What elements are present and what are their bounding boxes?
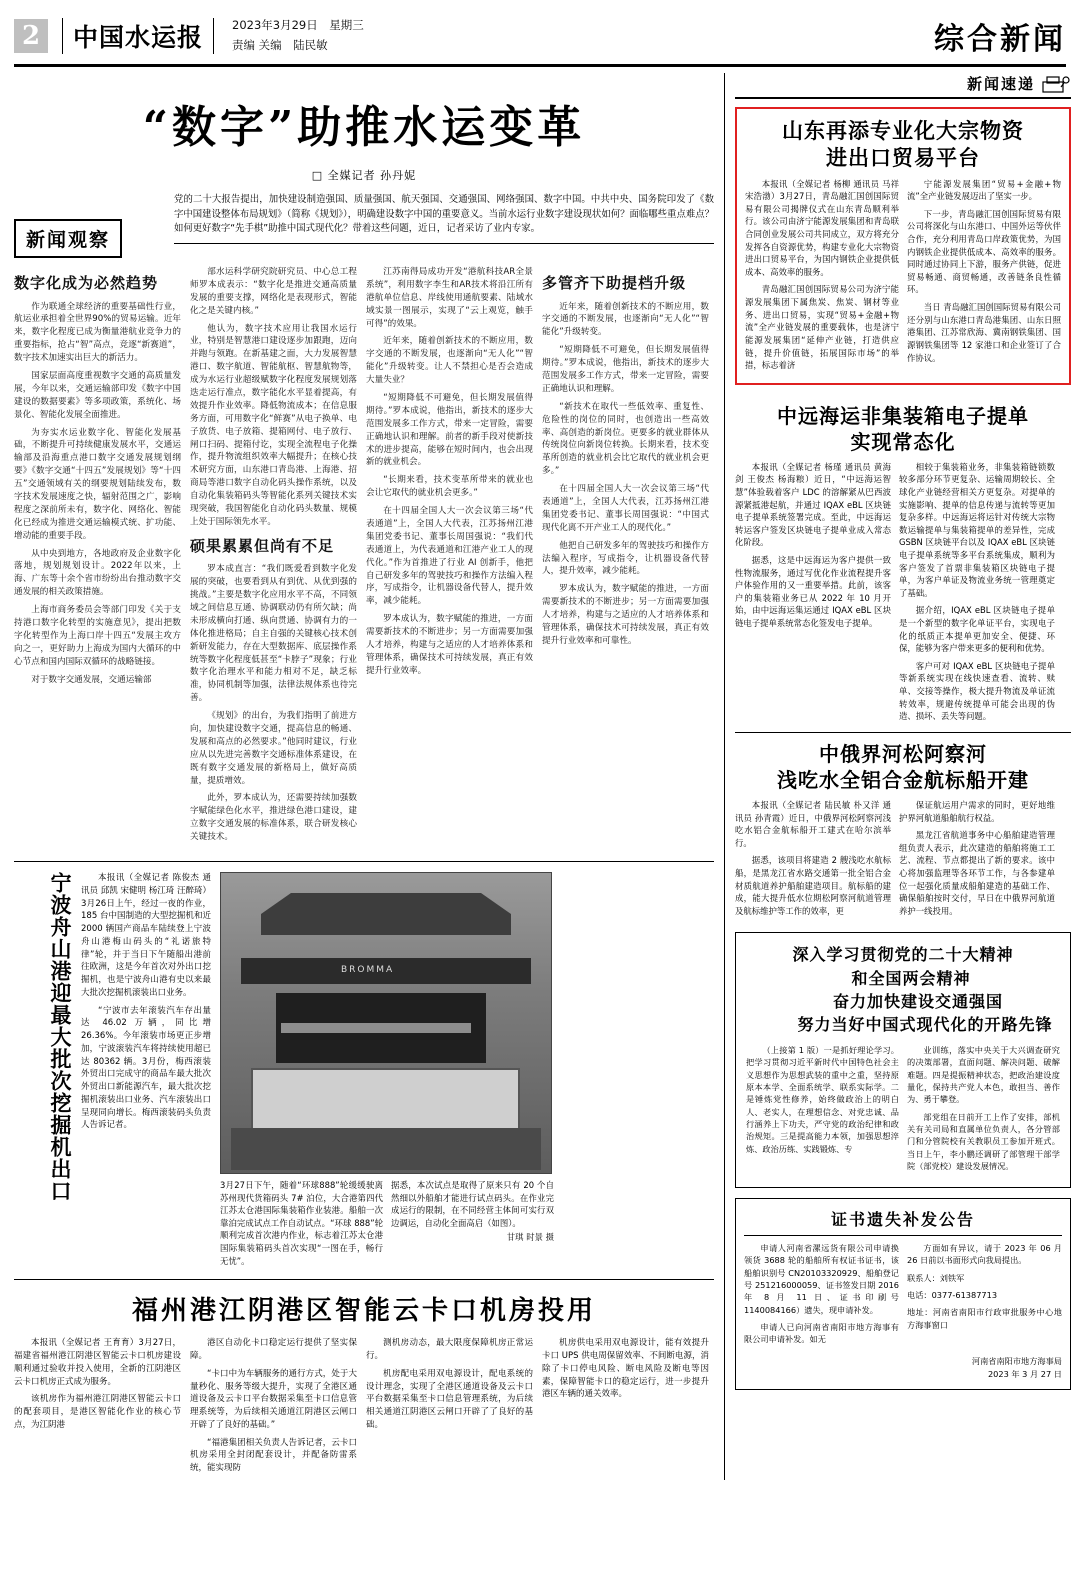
newspaper-page [0, 8, 1080, 1584]
masthead [14, 8, 1066, 67]
lede-paragraph: 党的二十大报告提出，加快建设制造强国、质量强国、航天强国、交通强国、网络强国、数字中国。中共中央、国务院印发了《数字中国建设整体布局规划》（简称《规划》），明确建设数字中国的重要意义。当前水运行业数字建设现状如何？面临哪些重点难点？如何更好数字“先手棋”助推中国式现代化？带着这些问题，近日，记者采访了业内专家。 [174, 193, 714, 244]
paragraph: 青岛融汇国创国际贸易公司为济宁能源发展集团下属焦炭、焦炭、钢材等业务、进出口贸易，实现“贸易+金融+物流”全产业链发展的重要载体，也是济宁能源发展集团“延伸产业链，打造供应链，提升价值链，拓展国际市场”的举措，标志着济 [745, 284, 899, 371]
paragraph: 业训练，落实中央关于大兴调查研究的决策部署，直面问题、解决问题、破解难题。四是提振精神状态，把政治建设度量化，保持共产党人本色，敢担当、善作为、勇于攀登。 [907, 1045, 1060, 1105]
paragraph: 他认为，数字技术应用让我国水运行业，特别是智慧港口建设逐步加跟跑，迈向并跑与领跑。在新基建之面，大力发展智慧港口、数字航道、智能航枢、智慧航物等，成为水运行业超级赋数字化程度发展规划落迭走运行准点，数字能化水平显着提高，有效提升作业效率。降低物流成本；在信息服务方面，可用数字化“鲜赛”从电子换单、电子放货、电子放箱、提箱网付、电子放行、闸口扫码、提箱付讫，实现全流程电子化操作，提升物流组织效率大幅提升；在核心技术研究方面，山东港口青岛港、上海港、招商局等港口数字自动化码头操作系统，以及自动化集装箱码头等智能化系列关键技术实现突破，我国智能化自动化码头数量、规模上处于国际领先水平。 [190, 323, 357, 527]
bottom-column-1 [14, 1337, 181, 1480]
contact-phone: 电话：0377-61387713 [907, 1290, 998, 1301]
paragraph: 本报讯（全媒记者 王育育）3月27日，福建省福州港江阴港区智能云卡口机房建设顺利通过验收并投入使用，全新的江阴港区云卡口机房正式成为服务。 [14, 1338, 181, 1387]
title-line-2: 浅吃水全铝合金航标船开建 [777, 767, 1029, 792]
paragraph: 部党组在日前开工上作了安排，部机关有关司局和直属单位负责人，各分管部门和分管院校有关教职员工参加开班式。当日上午，李小鹏还调研了部管理干部学院（部党校）建设发展情况。 [907, 1111, 1060, 1171]
notice-column-2 [907, 1242, 1062, 1350]
article-column-4 [542, 266, 709, 849]
news-item-col-2 [899, 799, 1055, 922]
contact-address: 地址：河南省南阳市行政审批服务中心地方海事窗口 [907, 1307, 1062, 1330]
photo-story [14, 861, 714, 1267]
paragraph: 黑龙江省航道事务中心船舶建造管理组负责人表示，此次建造的船舶将施工工艺、流程、节点都提出了新的要求。该中心将加强监理等各环节工作，与各参建单位一起强化质量成船舶建造的基础工作、确保船舶按时交付，早日在中俄界河航道养护一线投用。 [899, 830, 1055, 916]
paragraph: 近年来，随着创新技术的不断应用，数字交通的不断发展，也逐渐向“无人化”“智能化”升级转变。 [542, 301, 709, 338]
news-flash-item-1[interactable] [735, 107, 1071, 385]
paragraph: 本报讯（全媒记者 陈俊杰 通讯员 邱凯 宋健明 杨江琦 汪醉琦）3月26日上午，经过一夜的作业，185 台中国制造的大型挖掘机和近 2000 辆国产商品车陆续登上宁波舟山港梅山码头的“礼诺旅特律”轮，并于当日下午随船出港前往欧洲，这是今年首次对外出口挖掘机，也是宁波舟山港有史以来最大批次挖掘机滚装出口业务。 [81, 873, 211, 998]
byline: □ 全媒记者 孙丹妮 [311, 169, 417, 182]
title-line-2: 进出口贸易平台 [826, 145, 980, 171]
paragraph: 当日 青岛融汇国创国际贸易有限公司还分别与山东港口青岛港集团、山东日照港集团、江苏常欣海、冀南钢铁集团、国源钢铁集团等 12 家港口和企业签订了合作协议。 [907, 302, 1061, 363]
paragraph: 在十四届全国人大一次会议第三场“代表通道”上，全国人大代表，江苏扬州江港集团党委书记、董事长周国强说：“我们代表通道上，为代表通道和江港产业工人的现代化。”作为首推进了行业 AI 创新手，他把自己研发多年的驾驶技巧和操作方法编入程序，写成指令，让机器设备代替人，提升效率，减少能耗。 [366, 506, 533, 607]
paragraph: 据介绍，IQAX eBL 区块链电子提单是一个新型的数字化单证平台，实现电子化的纸质正本提单更加安全、便捷、环保，能够为客户带来更多的便利和优势。 [899, 605, 1055, 654]
slogan-column-1 [746, 1044, 899, 1177]
paragraph: “新技术在取代一些低效率、重复性、危险性的岗位的同时，也创造出一些高效率、高创造的新岗位。更要多的就业群体从传统岗位向新岗位转换。长期来看，技术变革所创造的就业机会比它取代的就业机会更多。” [542, 401, 709, 477]
issue-date: 2023年3月29日 星期三 [232, 18, 364, 33]
paragraph: 机房配电采用双电源设计，配电系统的设计理念，实现了全港区通道设备及云卡口平台数据采集至卡口信息管理系统，为后续相关通道江阴港区云闸口开辟了了良好的基础。 [366, 1368, 533, 1430]
paragraph: 在十四届全国人大一次会议第三场“代表通道”上，全国人大代表，江苏扬州江港集团党委书记、董事长周国强说：“中国式现代化离不开产业工人的现代化。” [542, 484, 709, 533]
title-line-1: 中俄界河松阿察河 [819, 741, 987, 766]
paragraph: 申请人河南省漯远货有限公司申请换领货 3688 轮的船舶所有权证书证书，该船舶识别号 CN20103320929、船舶登记号 251216000059、证书签发日期 2016 年 8 月 11 日、证书印刷号 1140084166）遗失，现申请补发。 [744, 1243, 899, 1315]
container-stripe [281, 1023, 471, 1033]
paragraph: 申请人已向河南省南阳市地方海事有限公司申请补发。如无 [744, 1321, 899, 1345]
paragraph: 测机房动态，最大限度保障机房正常运行。 [366, 1338, 533, 1362]
notice-title: 证书遗失补发公告 [744, 1207, 1062, 1236]
subhead-2: 硕果累累但尚有不足 [190, 536, 335, 555]
paragraph: 本报讯（全媒记者 杨瑾 通讯员 黄海剑 王俊杰 杨海粮）近日，“中远海运智慧”体验载着客户 LDC 的溶解紧从巴西波源紧抵港起航，并通过 IQAX eBL 区块链电子提单系统签署完成。至此，中远海运转运客户签发区块链电子提单业成入常态化阶段。 [735, 461, 891, 548]
news-flash-label: 新闻速递 [966, 75, 1035, 93]
paragraph: 宁能源发展集团“贸易+金融+物流”全产业链发展迈出了坚实一步。 [907, 178, 1061, 202]
slogan-line-2: 和全国两会精神 [851, 968, 971, 988]
slogan-line-1: 深入学习贯彻党的二十大精神 [792, 945, 1014, 965]
news-item-col-2 [907, 178, 1061, 377]
title-line-1: 中远海运非集装箱电子提单 [777, 403, 1029, 428]
title-line-1: 山东再添专业化大宗物资 [782, 118, 1024, 143]
article-column-1 [14, 266, 181, 849]
container-shape-3 [231, 1128, 541, 1170]
page-title: “数字”助推水运变革 [142, 102, 586, 153]
news-flash-item-2[interactable] [735, 395, 1071, 728]
article-column-2 [190, 266, 357, 849]
paragraph: 《规划》的出台，为我们指明了前进方向，加快建设数字交通，提高信息的畅通、发展和高点的必然要求。”他同时建议，行业应从以先进完善数字交通标准体系建设，在既有数字交通发展的新格局上，做好高质量，提质增效。 [190, 711, 357, 786]
paragraph: 该机房作为福州港江阴港区智能云卡口的配套项目，是港区智能化作业的核心节点，为江阴港 [14, 1394, 181, 1430]
section-title: 综合新闻 [934, 22, 1066, 57]
paragraph: “卡口中为车辆服务的通行方式，处于大量秒化、服务等级大提升，实现了全港区通道设备及云卡口平台数据采集至卡口信息管理系统等，为后续相关通道江阴港区云闸口开辟了了良好的基础。” [190, 1368, 357, 1430]
slogan-block [735, 932, 1071, 1188]
container-shape-2 [251, 1068, 520, 1134]
issue-info [232, 16, 364, 55]
paragraph: 国家层面高度重视数字交通的高质量发展，今年以来，交通运输部印发《数字中国建设的数据要素》等多项政策，系统化、场景化、智能化发展全面推进。 [14, 370, 181, 420]
paragraph: 本报讯（全媒记者 杨柳 通讯员 马祥 宋浩渤）3月27日，青岛融汇国创国际贸易有限公司揭牌仪式在山东青岛顺利举行。该公司由济宁能源发展集团和青岛联合同创业发展公司共同成立，双方将充分发挥各自资源优势，构建专业化大宗物资进出口贸易平台，为国内钢铁企业提供低成本、高效率的服务。 [745, 178, 899, 277]
paragraph: 罗本成认为，数字赋能的推进，一方面需要新技术的不断进步；另一方面需要加强人才培养，构建与之适应的人才培养体系和管理体系，确保技术可持续发展，真正有效提升行业效率和可靠性。 [542, 584, 709, 646]
bottom-column-3 [366, 1337, 533, 1480]
news-item-title [735, 403, 1071, 455]
article-columns [14, 266, 714, 849]
paragraph: 保证航运用户需求的同时，更好地维护界河航道船舶航行权益。 [899, 799, 1055, 823]
news-item-col-1 [735, 799, 891, 922]
paragraph: 据悉，该项目将建造 2 艘浅吃水航标船，是黑龙江省水路交通第一批全铝合金材质航道养护船舶建造项目。航标船的建成，能大提升低水位期松阿察河航道管理及航标维护等工作的效率，更 [735, 855, 891, 916]
news-flash-header [735, 73, 1071, 99]
paragraph: 方面如有异议，请于 2023 年 06 月 26 日前以书面形式向我局提出。 [907, 1243, 1062, 1266]
paragraph: 江苏南得局成功开发“港航科技AR全景系统”，利用数字李生和AR技术将沿江所有港航单位信息、岸线使用通航要素、陆域水域实景一图展示，实现了“云上观览，触手可得”的效果。 [366, 267, 533, 329]
paragraph: 对于数字交通发展，交通运输部 [31, 674, 152, 685]
photo-story-text [81, 872, 211, 1267]
paragraph: 部水运科学研究院研究员、中心总工程师罗本成表示：“数字化是推进交通高质量发展的重要支撑，网络化是表现形式，智能化之是关键内核。” [190, 267, 357, 316]
paragraph: 港区自动化卡口稳定运行提供了坚实保障。 [190, 1338, 357, 1362]
paragraph: 罗本成直言：“我们既爱看到数字化发展的突破，也要看到从有到优、从优到强的挑战。”主要是数字化应用水平不高，不同领域之间信息互通、协调联动仍有所欠缺；尚未形成横向打通、纵向贯通、协调有力的一体化推进格局；自主自强的关键核心技术创新研发能力，存在大型数据库、底层操作系统等数字化程度低甚至“卡脖子”现象；行业数字化治理水平和能力相对不足，缺乏标准，协同机制等加强，法律法规体系也待完善。 [190, 564, 357, 704]
right-column [724, 73, 1071, 1480]
news-item-col-1 [735, 461, 891, 728]
bottom-article [14, 1279, 714, 1480]
paragraph: 作为联通全球经济的重要基础性行业，航运业承担着全世界90%的贸易运输。近年来，数字化程度已成为衡量港航业竞争力的重要指标，抢占“智”高点，竞逐“新赛道”，数字技术加速实出巨大的新活力。 [14, 301, 181, 364]
paragraph: 本报讯（全媒记者 陆民敏 朴又洋 通讯员 孙青霞）近日，中俄界河松阿察河浅吃水铝合金航标船开工建式在哈尔滨举行。 [735, 799, 891, 848]
editors: 责编 关编 陆民敏 [232, 38, 328, 52]
observe-tag: 新闻观察 [14, 219, 122, 258]
notice-column-1 [744, 1242, 899, 1350]
paragraph: “短期降低不可避免，但长期发展值得期待。”罗本成说，他指出，新技术的逐步大范围发展多工作方式，带来一定冒险，需要正确地认识和理解。 [542, 345, 709, 394]
bottom-article-title: 福州港江阴港区智能云卡口机房投用 [131, 1296, 596, 1327]
paragraph: “短期降低不可避免，但长期发展值得期待。”罗本成说，他指出，新技术的逐步大范围发展多工作方式，带来一定冒险，需要正确地认识和理解。前者的新手段对使新技术的进步提高，能够在短时间内，也会出现新的就业机会。 [366, 393, 533, 468]
notice-signature [744, 1355, 1062, 1381]
slogan-line-3: 奋力加快建设交通强国 [832, 991, 1003, 1011]
paragraph: 近年来，随着创新技术的不断应用，数字交通的不断发展，也逐渐向“无人化”“智能化”升级转变。让人不禁担心是否会造成大量失业？ [366, 336, 533, 386]
page-number: 2 [14, 19, 48, 53]
slogan-column-2 [907, 1044, 1060, 1177]
lost-certificate-notice [735, 1198, 1071, 1390]
port-photo [220, 872, 552, 1174]
paragraph: 相较于集装箱业务，非集装箱链锁数较多部分环节更复杂、运输周期较长、全球化产业链经营相关方更复杂。对提单的实施影响、提单的信息传递与流转等更加复杂多样。中远海运将运针对传统大宗物数运输提单与集装箱提单的差异性，完成GSBN 区块链平台以及 IQAX eBL 区块链电子提单系统等多平台系统集成，顺利为客户签发了首票非集装箱区块链电子提单，为客户单证及物流业务统一管理奠定了基础。 [899, 461, 1055, 598]
news-item-title [735, 741, 1071, 793]
paragraph: 为夯实水运业数字化、智能化发展基础，不断提升可持续健康发展水平，交通运输部及沿海重点港口数字交通发展规划纲要》《数字交通“十四五”发展规划》等“十四五”交通领域有关的纲要规划陆续发布，数字技术发展速度之快，辐射范围之广，影响程度之深前所未有，数字化、网络化、智能化已经成为推进交通运输模式统、扩功能、增动能的重要手段。 [14, 427, 181, 541]
paragraph: 据悉，这是中远海运为客户提供一致性物流服务，通过写优化作业流程提升客户体验作用的又一重要举措。此前，该客户的集装箱业务已从 2022 年 10 月开始，由中远海运集运通过 IQAX eBL 区块链电子提单系统常态化签发电子提单。 [735, 555, 891, 629]
subhead-1: 数字化成为必然趋势 [14, 274, 159, 292]
paragraph: 上海市商务委员会等部门印发《关于支持港口数字化转型的实施意见》，提出把数字化转型作为上海口岸十四五“发展主攻方向之一，更好助力上海成为国内大循环的中心节点和国内国际双循环的战略链接。 [14, 605, 181, 667]
bottom-column-4 [542, 1337, 709, 1480]
crane-brand-label: BROMMA [341, 965, 395, 976]
paragraph: “宁波市去年滚装汽车存出量达 46.02 万辆，同比增 26.36%。今年滚装市场更正步增加，宁波滚装汽车将持续使用超已达 80362 辆。3月份，梅西滚装外贸出口完成守的商品车最大批次外贸出口新能源汽车，最大批次挖掘机滚装出口业务、汽车滚装出口呈现同向增长。梅西滚装码头负责人告诉记者。 [81, 1005, 211, 1131]
photo-story-title: 宁波舟山港迎最大批次挖掘机出口 [48, 872, 73, 1203]
paragraph: “长期来看，技术变革所带来的就业也会让它取代的就业机会更多。” [366, 475, 533, 499]
bottom-column-2 [190, 1337, 357, 1480]
paragraph: 下一步，青岛融汇国创国际贸易有限公司将深化与山东港口、中国外运等伙伴合作，充分利用青岛口岸政策优势，为国内钢铁企业提供低成本、高效率的服务。同时通过协同上下游，服务产供链，促进贸易畅通、商贸畅通，改善链条良性循环。 [907, 208, 1061, 295]
subhead-3: 多管齐下助提档升级 [542, 274, 687, 292]
article-column-3 [366, 266, 533, 849]
notice-date: 2023 年 3 月 27 日 [987, 1368, 1062, 1379]
news-flash-item-3[interactable] [735, 732, 1071, 922]
notice-issuer: 河南省南阳市地方海事局 [971, 1355, 1062, 1366]
paragraph: 客户可对 IQAX eBL 区块链电子提单等新系统实现在线快速查看、流转、赎单、交接等操作，极大提升物流及单证流转效率，规避传统提单可能会出现的伪造、损坏、丢失等问题。 [899, 660, 1055, 722]
paragraph: “福港集团相关负责人告诉记者，云卡口机房采用全封闭配套设计，并配备防雷系统，能实现防 [190, 1437, 357, 1474]
slogan-text [746, 943, 1060, 1036]
paragraph: 罗本成认为，数字赋能的推进，一方面需要新技术的不断进步；另一方面需要加强人才培养，构建与之适应的人才培养体系和管理体系，确保技术可持续发展，真正有效提升行业效率。 [366, 614, 533, 676]
slogan-line-4: 努力当好中国式现代化的开路先锋 [797, 1014, 1053, 1034]
paragraph: 他把自己研发多年的驾驶技巧和操作方法编入程序，写成指令，让机器设备代替人，提升效率，减少能耗。 [542, 540, 709, 577]
photo-caption-2: 据悉，本次试点是取得了原来只有 20 个自然细以外船舶才能进行试点码头。在作业完成运行的限制，在不同经营主体间可实行双边调运，自动化全面高启（如图）。 [391, 1180, 554, 1228]
paper-name: 中国水运报 [62, 18, 214, 54]
paragraph: 机房供电采用双电源设计，能有效提升卡口 UPS 供电周保留效率、不间断电源，消除了卡口停电风险、断电风险及断电等因素，保障智能卡口的稳定运行，进一步提升港区车辆的通关效率。 [542, 1338, 709, 1400]
title-line-2: 实现常态化 [850, 429, 956, 454]
contact-person: 联系人：刘铁军 [907, 1272, 965, 1283]
news-item-title [745, 117, 1061, 172]
news-item-col-2 [899, 461, 1055, 728]
news-item-col-1 [745, 178, 899, 377]
photo-caption: 3月27日下午，随着“环球888”轮缓缓驶离苏州现代货箱码头 7# 泊位，大合港第四代江苏太仓港国际集装箱作业装港。船舶一次靠泊完成试点工作自动试点。“环球 888”轮顺利完成首次港内作业，标志着江苏太仓港国际集装箱码头首次实现“一图在手，畅行无忧”。 [220, 1180, 383, 1266]
paragraph: 从中央到地方，各地政府及企业数字化落地，规划规划设计。2022年以来，上海、广东等十余个省市纷纷出台推动数字交通发展的相关政策措施。 [14, 548, 181, 598]
left-column [14, 73, 714, 1480]
paragraph: 此外，罗本成认为，还需要持续加强数字赋能绿色化水平，推进绿色港口建设，建立数字交通发展的标准体系，联合研发核心关键技术。 [190, 793, 357, 843]
paragraph: （上接第 1 版）一是抓好理论学习。把学习贯彻习近平新时代中国特色社会主义思想作为思想武装的重中之重，坚持原原本本学、全面系统学、联系实际学。二是锤炼党性修养，始终做政治上的明白人、老实人，在理想信念、对党忠诚、品行涵养上下功夫，严守党的政治纪律和政治规矩。三是提高能力本领，加强思想淬炼、政治历练、实践锻炼、专 [746, 1045, 899, 1154]
fax-icon [1041, 74, 1071, 94]
photo-credit: 甘琪 时景 摄 [506, 1232, 554, 1243]
